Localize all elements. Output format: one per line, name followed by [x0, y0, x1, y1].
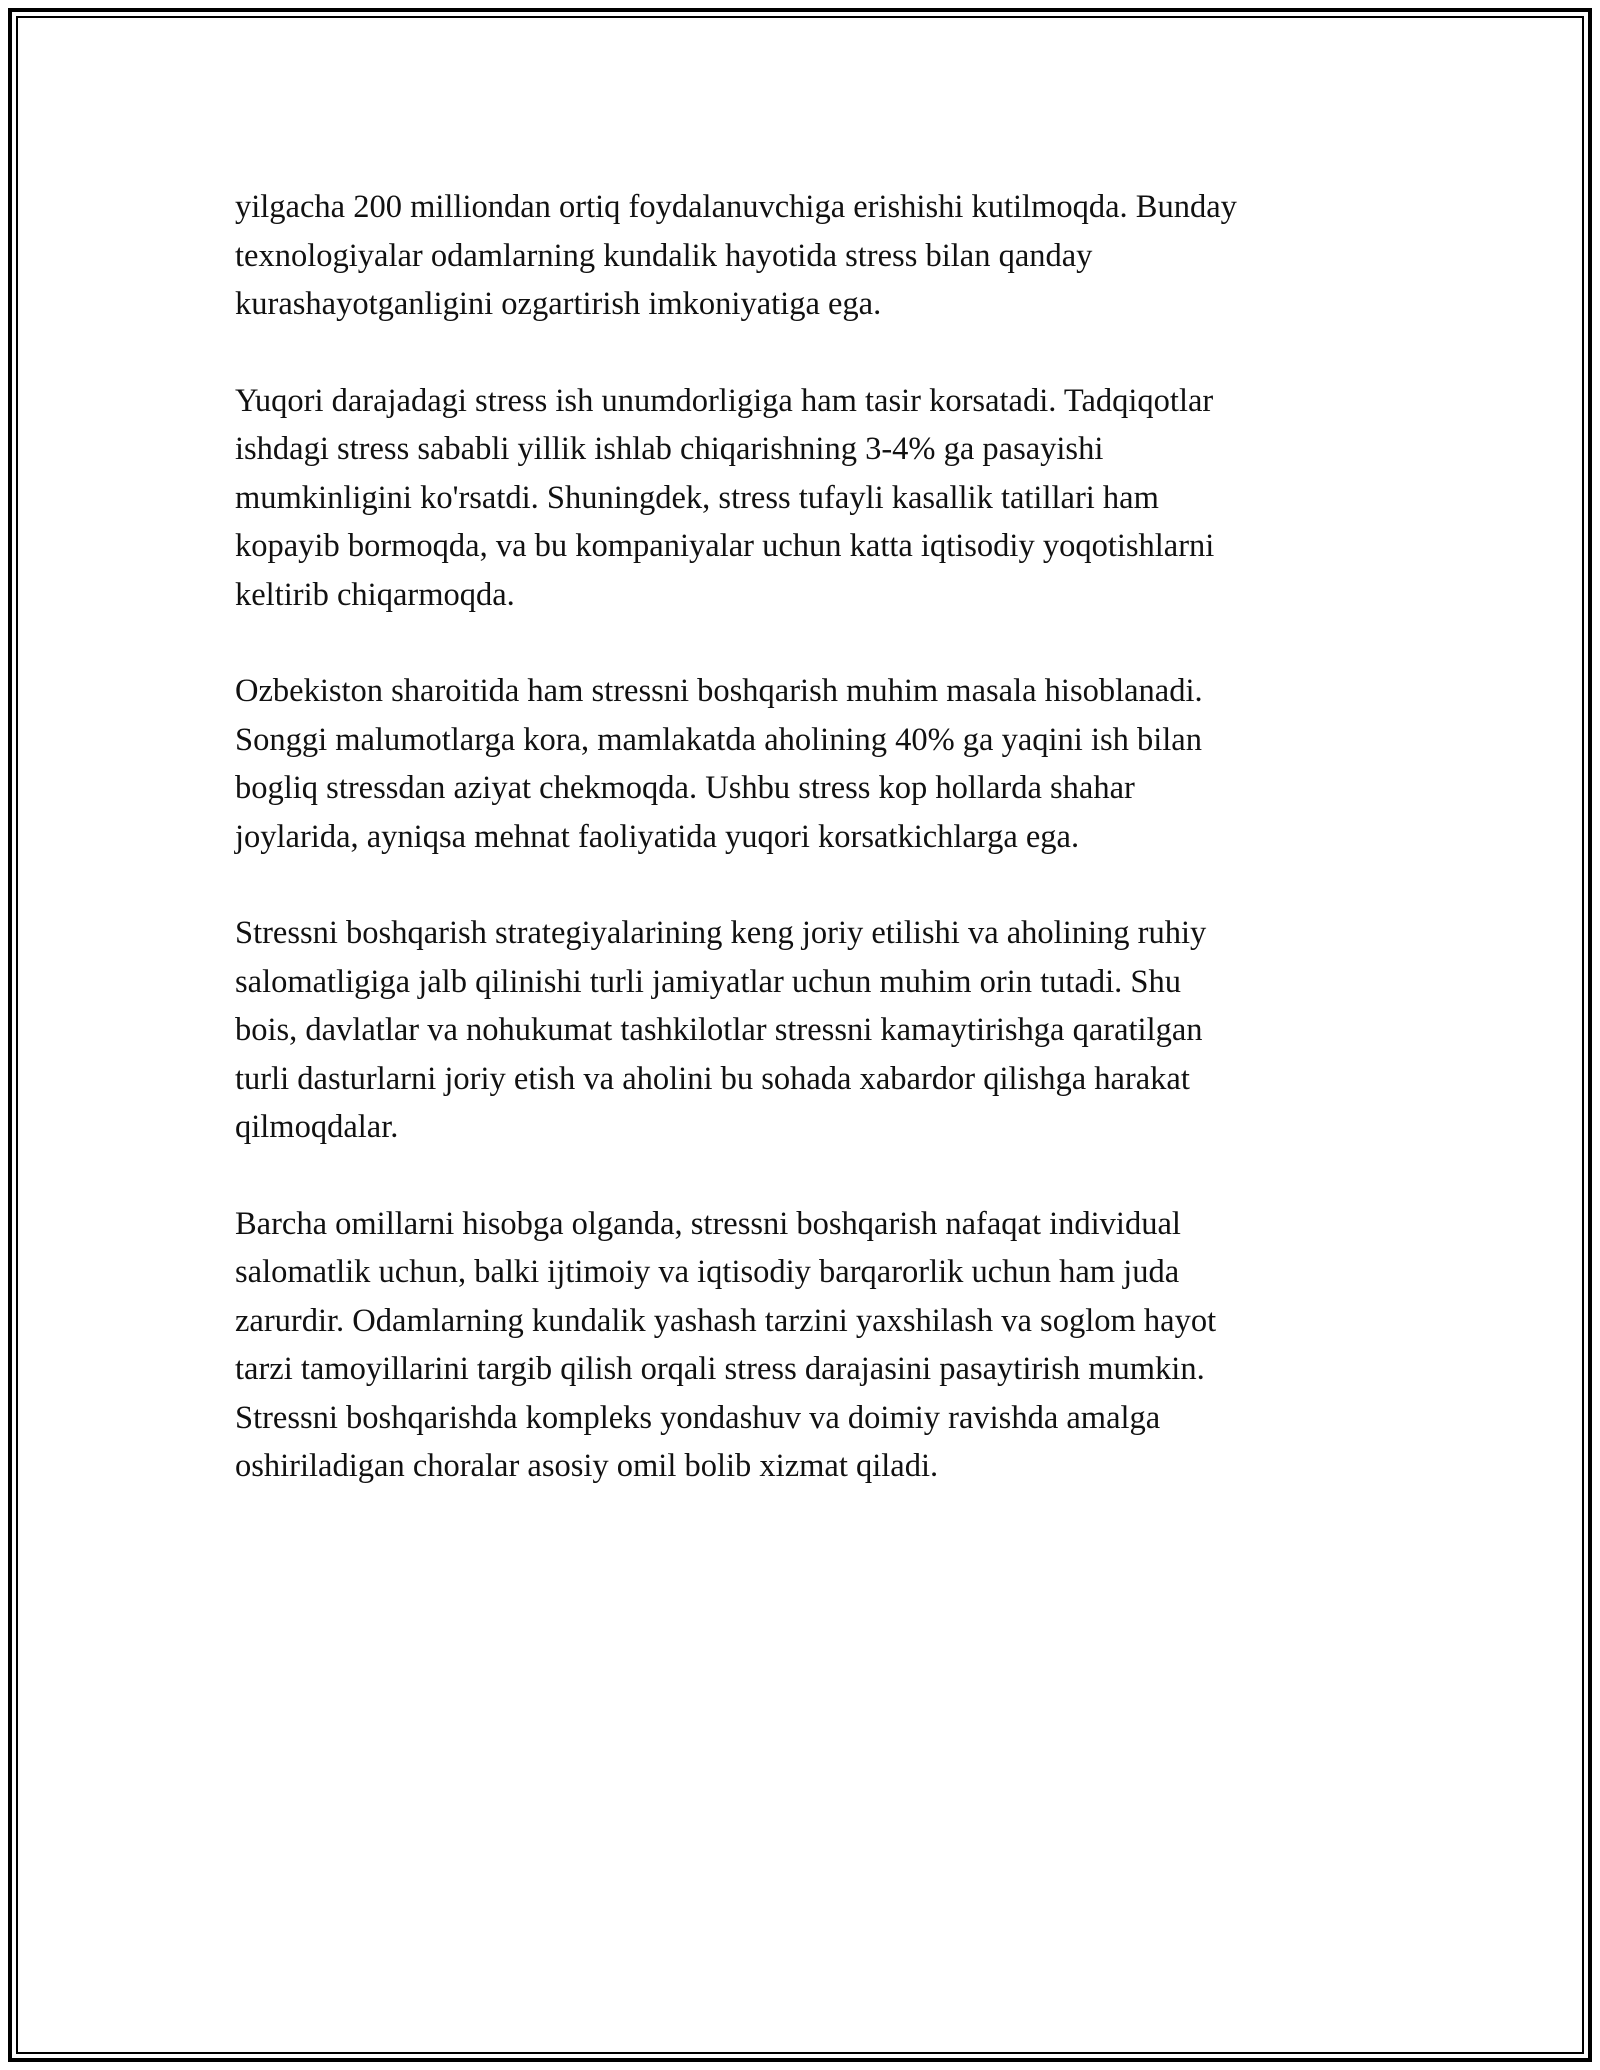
text-line: zarurdir. Odamlarning kundalik yashash tarzini yaxshilash va soglom hayot [235, 1302, 1217, 1339]
text-line: kurashayotganligini ozgartirish imkoniyatiga ega. [235, 286, 882, 322]
paragraph-2 [235, 377, 1385, 620]
text-line: turli dasturlarni joriy etish va aholini bu sohada xabardor qilishga harakat [235, 1060, 1190, 1097]
text-line: tarzi tamoyillarini targib qilish orqali stress darajasini pasaytirish mumkin. [235, 1351, 1205, 1387]
paragraph-3 [235, 667, 1385, 861]
paragraph-1 [235, 183, 1385, 329]
text-line: salomatlik uchun, balki ijtimoiy va iqtisodiy barqarorlik uchun ham juda [235, 1254, 1180, 1290]
text-line: ishdagi stress sababli yillik ishlab chiqarishning 3-4% ga pasayishi [235, 431, 1104, 467]
text-line: salomatligiga jalb qilinishi turli jamiyatlar uchun muhim orin tutadi. Shu [235, 963, 1181, 1000]
text-line: oshiriladigan choralar asosiy omil bolib xizmat qiladi. [235, 1448, 939, 1484]
text-line: Ozbekiston sharoitida ham stressni boshqarish muhim masala hisoblanadi. [235, 673, 1203, 709]
text-line: kopayib bormoqda, va bu kompaniyalar uchun katta iqtisodiy yoqotishlarni [235, 528, 1215, 564]
text-line: texnologiyalar odamlarning kundalik hayotida stress bilan qanday [235, 237, 1093, 274]
text-line: Stressni boshqarishda kompleks yondashuv va doimiy ravishda amalga [235, 1399, 1161, 1436]
text-line: bogliq stressdan aziyat chekmoqda. Ushbu stress kop hollarda shahar [235, 770, 1135, 806]
text-line: Songgi malumotlarga kora, mamlakatda aholining 40% ga yaqini ish bilan [235, 721, 1202, 758]
text-line: Stressni boshqarish strategiyalarining keng joriy etilishi va aholining ruhiy [235, 915, 1207, 951]
document-body [235, 183, 1385, 1491]
text-line: joylarida, ayniqsa mehnat faoliyatida yuqori korsatkichlarga ega. [235, 818, 1080, 855]
text-line: keltirib chiqarmoqda. [235, 576, 515, 613]
text-line: bois, davlatlar va nohukumat tashkilotlar stressni kamaytirishga qaratilgan [235, 1012, 1203, 1048]
text-line: mumkinligini ko'rsatdi. Shuningdek, stress tufayli kasallik tatillari ham [235, 479, 1159, 516]
text-line: yilgacha 200 milliondan ortiq foydalanuvchiga erishishi kutilmoqda. Bunday [235, 189, 1237, 225]
paragraph-4 [235, 909, 1385, 1152]
text-line: Barcha omillarni hisobga olganda, stressni boshqarish nafaqat individual [235, 1205, 1181, 1242]
text-line: Yuqori darajadagi stress ish unumdorligiga ham tasir korsatadi. Tadqiqotlar [235, 382, 1214, 419]
text-line: qilmoqdalar. [235, 1109, 399, 1145]
paragraph-5 [235, 1200, 1385, 1491]
